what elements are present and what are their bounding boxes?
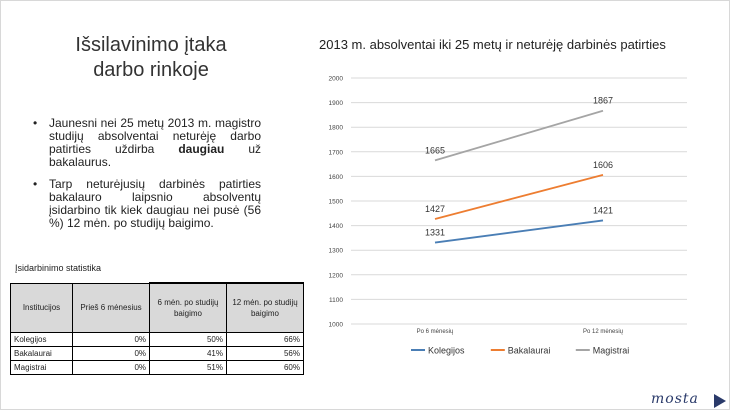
y-tick-label: 1100 bbox=[329, 296, 343, 304]
data-label: 1331 bbox=[424, 227, 446, 238]
table-cell-value: 0% bbox=[73, 361, 150, 375]
table-cell-value: 56% bbox=[227, 347, 304, 361]
table-cell-value: 0% bbox=[73, 333, 150, 347]
legend-label: Kolegijos bbox=[428, 345, 465, 356]
table-cell-value: 66% bbox=[227, 333, 304, 347]
slide-title bbox=[41, 33, 261, 83]
table-cell-institution: Bakalaurai bbox=[11, 347, 73, 361]
y-tick-label: 1700 bbox=[328, 149, 343, 157]
slide-title-line-2: darbo rinkoje bbox=[93, 59, 209, 81]
table-row bbox=[11, 333, 304, 347]
table-cell-institution: Magistrai bbox=[11, 361, 73, 375]
column-header-institution: Institucijos bbox=[11, 283, 73, 333]
table-cell-value: 41% bbox=[150, 347, 227, 361]
line-chart bbox=[301, 63, 701, 363]
x-tick-label: Po 12 mėnesių bbox=[582, 329, 624, 335]
table-title: Įsidarbinimo statistika bbox=[15, 263, 102, 273]
column-header-before-6m: Prieš 6 mėnesius bbox=[73, 283, 150, 333]
y-tick-label: 1000 bbox=[328, 321, 343, 329]
series-line bbox=[435, 111, 603, 161]
table-row bbox=[11, 347, 304, 361]
bullet-item-1 bbox=[31, 117, 261, 169]
y-tick-label: 1600 bbox=[328, 173, 343, 181]
y-tick-label: 1800 bbox=[328, 124, 343, 132]
bullet-list bbox=[31, 117, 261, 239]
slide-title-line-1: Išsilavinimo įtaka bbox=[75, 34, 227, 56]
y-tick-label: 1300 bbox=[328, 247, 343, 255]
legend-label: Magistrai bbox=[592, 345, 630, 356]
table-cell-value: 60% bbox=[227, 361, 304, 375]
bullet-1-text-b: už bakalaurus. bbox=[49, 142, 261, 169]
data-label: 1421 bbox=[592, 205, 614, 216]
data-label: 1427 bbox=[424, 203, 446, 214]
table-cell-value: 0% bbox=[73, 347, 150, 361]
bullet-1-text-a: Jaunesni nei 25 metų 2013 m. magistro studijų absolventai neturėję darbo patirties uždirba bbox=[49, 116, 261, 156]
table-row bbox=[11, 361, 304, 375]
table-cell-institution: Kolegijos bbox=[11, 333, 73, 347]
mosta-logo: mosta bbox=[651, 391, 699, 407]
employment-stats-table bbox=[10, 282, 304, 375]
data-label: 1606 bbox=[592, 159, 614, 170]
y-tick-label: 1500 bbox=[328, 198, 343, 206]
x-tick-label: Po 6 mėnesių bbox=[416, 329, 454, 335]
y-tick-label: 1900 bbox=[328, 100, 343, 108]
table-cell-value: 51% bbox=[150, 361, 227, 375]
legend-label: Bakalaurai bbox=[507, 345, 551, 356]
table-header-row bbox=[11, 283, 304, 333]
y-tick-label: 2000 bbox=[328, 75, 343, 83]
y-tick-label: 1400 bbox=[328, 223, 343, 231]
column-header-12m-after: 12 mėn. po studijų baigimo bbox=[227, 283, 304, 333]
bullet-1-bold-text: daugiau bbox=[178, 142, 225, 156]
data-label: 1867 bbox=[592, 95, 614, 106]
column-header-6m-after: 6 mėn. po studijų baigimo bbox=[150, 283, 227, 333]
bullet-2-text: Tarp neturėjusių darbinės patirties bakalauro laipsnio absolventų įsidarbino tik kiek daugiau nei pusė (56 %) 12 mėn. po studijų baigimo. bbox=[49, 177, 261, 230]
bullet-item-2 bbox=[31, 178, 261, 230]
table-cell-value: 50% bbox=[150, 333, 227, 347]
y-tick-label: 1200 bbox=[328, 272, 343, 280]
chart-title: 2013 m. absolventai iki 25 metų ir neturėję darbinės patirties bbox=[319, 37, 666, 52]
series-line bbox=[435, 175, 603, 219]
series-line bbox=[435, 220, 603, 242]
data-label: 1665 bbox=[424, 145, 446, 156]
logo-arrow-icon bbox=[714, 394, 726, 408]
